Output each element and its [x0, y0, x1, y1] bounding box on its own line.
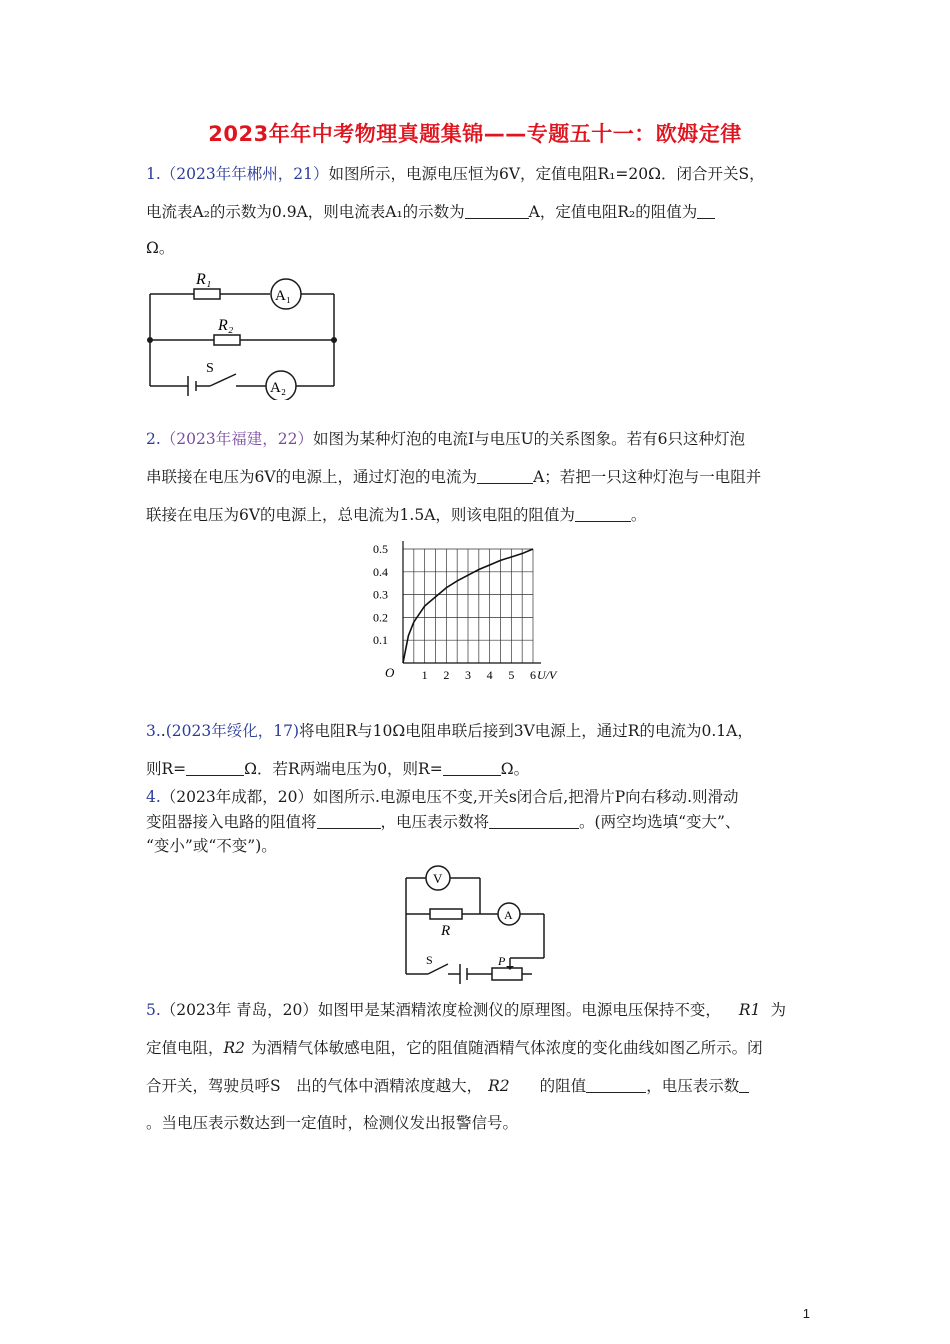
q4-text-2a: 变阻器接入电路的阻值将: [146, 813, 317, 831]
y-tick-label: 0.1: [373, 633, 388, 648]
q1-line3: [146, 238, 174, 258]
r-label: R: [441, 923, 451, 939]
q3-dot: .: [160, 722, 166, 740]
q2-line2: [146, 467, 761, 487]
origin-label: O: [385, 665, 395, 680]
q5-text-2b: 为酒精气体敏感电阻，它的阻值随酒精气体浓度的变化曲线如图乙所示。闭: [251, 1039, 763, 1057]
q1-source: （2023年年郴州，21）: [160, 165, 329, 183]
q5-text-1b: 为: [770, 1001, 786, 1019]
s-label-4: S: [426, 953, 433, 967]
q2-line1: [146, 429, 745, 449]
q2-text-3a: 联接在电压为6V的电源上，总电流为1.5A，则该电阻的阻值为: [146, 506, 575, 524]
q1-blank-1[interactable]: [465, 202, 529, 219]
q1-circuit-diagram: [140, 262, 350, 400]
x-tick-label: 4: [486, 668, 493, 682]
q1-blank-2[interactable]: [697, 202, 715, 219]
q5-text-4: 。当电压表示数达到一定值时，检测仪发出报警信号。: [146, 1114, 519, 1132]
q4-text-1: 如图所示.电源电压不变,开关s闭合后,把滑片P向右移动.则滑动: [312, 788, 739, 806]
q4-blank-2[interactable]: [489, 812, 579, 829]
y-tick-label: 0.4: [373, 564, 388, 579]
x-tick-label: 2: [443, 668, 450, 682]
q4-blank-1[interactable]: [317, 812, 381, 829]
q5-line2: [146, 1038, 763, 1058]
r2-resistor: [214, 335, 240, 345]
q4-line1: [146, 787, 739, 807]
q5-blank-1[interactable]: [586, 1076, 646, 1093]
q4-source: （2023年成都，20）: [160, 788, 313, 806]
q4-line2: [146, 812, 740, 832]
q1-line2: [146, 202, 715, 222]
iu-chart: [370, 540, 585, 690]
q1-text-3: Ω。: [146, 239, 175, 257]
q2-text-3b: 。: [630, 506, 647, 524]
q2-text-2a: 串联接在电压为6V的电源上，通过灯泡的电流为: [146, 468, 478, 486]
q5-r1: R1: [738, 1001, 761, 1019]
switch-s: [210, 374, 236, 386]
q4-number: 4.: [146, 788, 161, 806]
q3-source: (2023年绥化，17): [165, 722, 299, 740]
q4-circuit-diagram: [398, 862, 553, 984]
x-axis-label: U/V: [537, 668, 557, 682]
x-tick-label: 1: [421, 668, 428, 682]
a1-label: A₁: [275, 288, 292, 304]
a2-label: A₂: [270, 380, 287, 396]
q4-line3: [146, 836, 277, 856]
q3-blank-1[interactable]: [186, 759, 244, 776]
q3-line1: [146, 721, 753, 741]
q5-text-1a: （2023年 青岛，20）如图甲是某酒精浓度检测仪的原理图。电源电压保持不变，: [160, 1001, 721, 1019]
q2-blank-2[interactable]: [575, 505, 631, 522]
q1-text-2a: 电流表A₂的示数为0.9A，则电流表A₁的示数为: [146, 203, 465, 221]
y-tick-label: 0.2: [373, 610, 388, 625]
q5-line1: [146, 1000, 786, 1020]
q3-text-2b: Ω．若R两端电压为0，则R=: [244, 760, 443, 778]
q5-line3: [146, 1076, 749, 1096]
q5-line4: [146, 1113, 518, 1133]
r1-label: R₁: [196, 271, 212, 288]
s-label: S: [206, 361, 214, 376]
q4-text-3: “变小”或“不变”)。: [146, 837, 277, 855]
a-label: A: [504, 908, 513, 922]
q3-text-2a: 则R=: [146, 760, 187, 778]
q5-text-3a: 合开关，驾驶员呼S 出的气体中酒精浓度越大，: [146, 1077, 483, 1095]
q3-line2: [146, 759, 529, 779]
y-tick-label: 0.5: [373, 542, 388, 556]
page-title: 2023年年中考物理真题集锦——专题五十一：欧姆定律: [208, 122, 742, 146]
x-tick-label: 5: [508, 668, 515, 682]
p-label: P: [498, 954, 506, 968]
q2-blank-1[interactable]: [477, 467, 533, 484]
q2-text-2b: A；若把一只这种灯泡与一电阻并: [533, 468, 762, 486]
q5-r2b: R2: [488, 1077, 510, 1095]
q1-number: 1.: [146, 165, 161, 183]
r2-label: R₂: [218, 317, 234, 334]
q5-r2: R2: [223, 1039, 246, 1057]
q2-line3: [146, 505, 646, 525]
q5-number: 5.: [146, 1001, 161, 1019]
q4-text-2c: 。(两空均选填“变大”、: [579, 813, 741, 831]
x-tick-label: 3: [465, 668, 471, 682]
v-label: V: [433, 871, 443, 886]
q5-text-2a: 定值电阻，: [146, 1039, 224, 1057]
q4-text-2b: ，电压表示数将: [380, 813, 490, 831]
q3-text-1: 将电阻R与10Ω电阻串联后接到3V电源上，通过R的电流为0.1A，: [299, 722, 753, 740]
q3-blank-2[interactable]: [443, 759, 501, 776]
rheostat: [492, 968, 522, 980]
q2-number: 2.: [146, 430, 161, 448]
q3-number: 3.: [146, 722, 161, 740]
q5-blank-2[interactable]: [739, 1076, 749, 1093]
resistor-r: [430, 909, 462, 919]
x-tick-label: 6: [530, 668, 536, 682]
page-number: 1: [802, 1306, 810, 1321]
q1-line1: [146, 164, 765, 184]
y-tick-label: 0.3: [373, 587, 388, 602]
q3-text-2c: Ω。: [500, 760, 530, 778]
q5-text-3b: 的阻值: [539, 1077, 587, 1095]
q2-source: （2023年福建，22）: [160, 430, 313, 448]
q2-text-1: 如图为某种灯泡的电流I与电压U的关系图象。若有6只这种灯泡: [312, 430, 746, 448]
q5-text-3c: ，电压表示数: [646, 1077, 740, 1095]
q1-text-2b: A，定值电阻R₂的阻值为: [528, 203, 698, 221]
r1-resistor: [194, 289, 220, 299]
q1-text-1: 如图所示，电源电压恒为6V，定值电阻R₁=20Ω．闭合开关S，: [328, 165, 765, 183]
